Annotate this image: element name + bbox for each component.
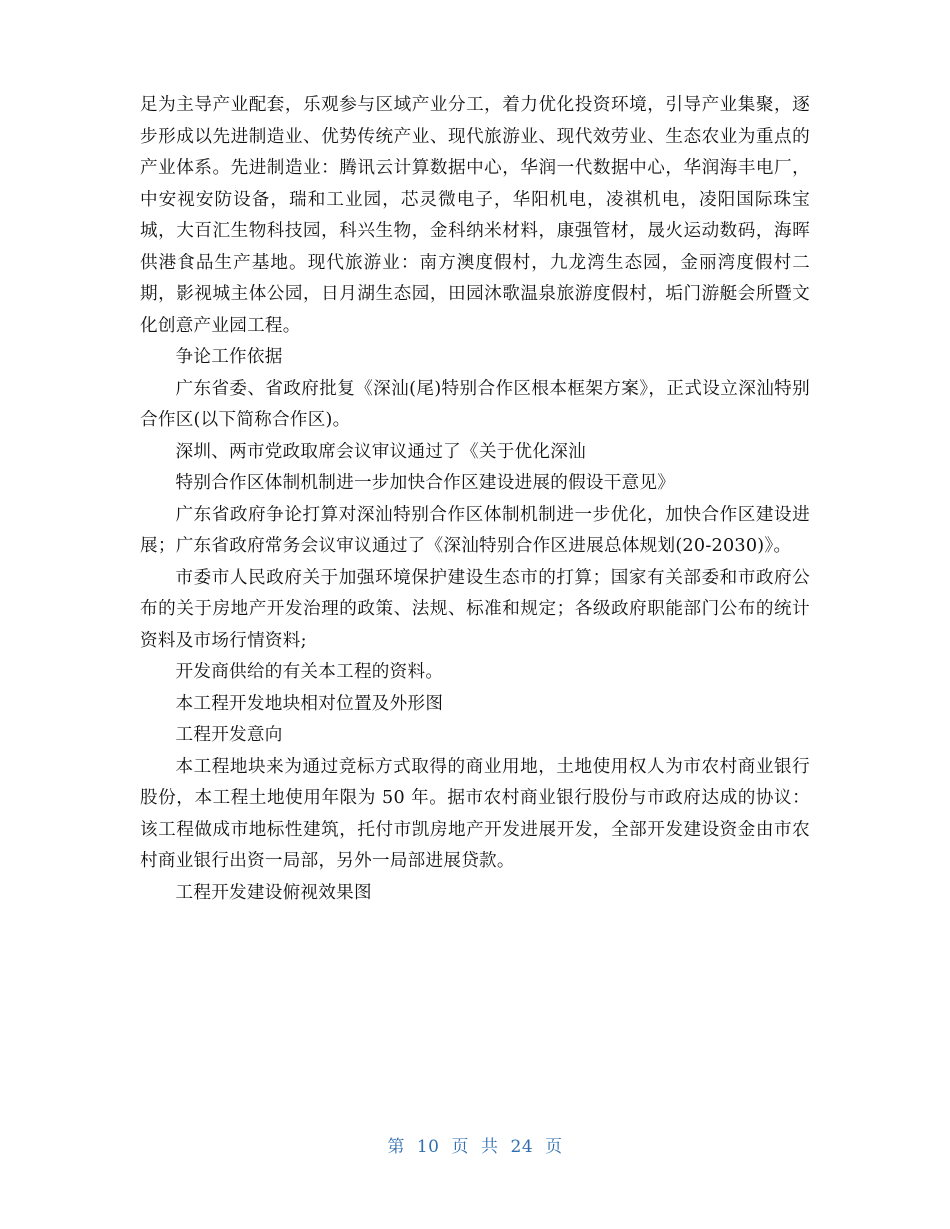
paragraph-developer-materials: 开发商供给的有关本工程的资料。 — [175, 662, 444, 682]
paragraph-joint-meeting: 深圳、两市党政取席会议审议通过了《关于优化深汕 — [175, 441, 586, 462]
footer-total-pages: 24 — [510, 1137, 534, 1157]
paragraph-industry-system: 足为主导产业配套，乐观参与区域产业分工，着力优化投资环境，引导产业集聚，逐步形成以先进制造业、优势传统产业、现代旅游业、现代效劳业、生态农业为重点的产业体系。先进制造业：腾讯云计算数据中心，华润一代数据中心，华润海丰电厂，中安视安防设备，瑞和工业园，芯灵微电子，华阳机电，凌祺机电，凌阳国际珠宝城，大百汇生物科技园，科兴生物，金科纳米材料，康强管材，晟火运动数码，海晖供港食品生产基地。现代旅游业：南方澳度假村，九龙湾生态园，金丽湾度假村二期，影视城主体公园，日月湖生态园，田园沐歌温泉旅游度假村，垢门游艇会所暨文化创意产业园工程。 — [140, 95, 810, 336]
heading-research-basis: 争论工作依据 — [175, 347, 283, 367]
heading-aerial-rendering: 工程开发建设俯视效果图 — [175, 882, 372, 903]
footer-total-word: 共 — [481, 1137, 499, 1157]
paragraph-provincial-plan: 广东省政府争论打算对深汕特别合作区体制机制进一步优化，加快合作区建设进展；广东省政府常务会议审议通过了《深汕特别合作区进展总体规划(20-2030)》。 — [140, 504, 810, 556]
page-footer — [0, 1132, 950, 1157]
heading-site-location: 本工程开发地块相对位置及外形图 — [175, 693, 444, 714]
footer-prefix: 第 — [387, 1137, 405, 1157]
footer-page-word: 页 — [451, 1137, 469, 1157]
paragraph-opinions-title: 特别合作区体制机制进一步加快合作区建设进展的假设干意见》 — [175, 473, 676, 493]
paragraph-provincial-approval: 广东省委、省政府批复《深汕(尾)特别合作区根本框架方案》，正式设立深汕特别合作区(以下简称合作区)。 — [140, 378, 810, 430]
paragraph-land-source: 本工程地块来为通过竞标方式取得的商业用地，土地使用权人为市农村商业银行股份，本工程土地使用年限为 50 年。据市农村商业银行股份与市政府达成的协议：该工程做成市地标性建筑，托付市凯房地产开发进展开发，全部开发建设资金由市农村商业银行出资一局部，另外一局部进展贷款。 — [140, 756, 810, 871]
heading-development-intent: 工程开发意向 — [175, 725, 283, 745]
footer-suffix: 页 — [545, 1137, 563, 1157]
paragraph-policy-references: 市委市人民政府关于加强环境保护建设生态市的打算；国家有关部委和市政府公布的关于房地产开发治理的政策、法规、标准和规定；各级政府职能部门公布的统计资料及市场行情资料; — [140, 567, 810, 651]
document-body — [140, 90, 810, 909]
footer-current-page: 10 — [416, 1137, 440, 1157]
